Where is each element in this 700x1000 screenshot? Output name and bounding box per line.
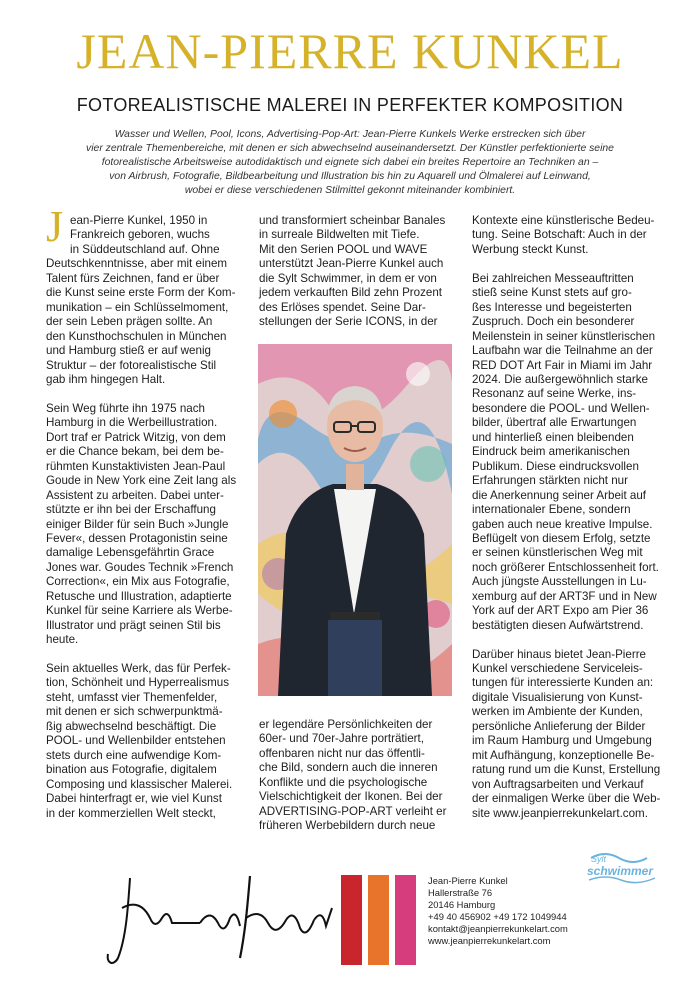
- badge-main-text: schwimmer: [587, 864, 654, 878]
- text-line: Kunkel für seine Karriere als Werbe-: [46, 604, 233, 618]
- text-line: ean-Pierre Kunkel, 1950 in: [70, 214, 208, 227]
- text-line: tung. Seine Botschaft: Auch in der: [472, 228, 647, 242]
- text-line: Werbung steckt Kunst.: [472, 242, 589, 256]
- text-line: Laufbahn war die Teilnahme an der: [472, 344, 653, 358]
- text-line: ADVERTISING-POP-ART verleiht er: [259, 804, 447, 818]
- text-line: rühmten Kunstaktivisten Jean-Paul: [46, 459, 226, 473]
- text-line: Sein Weg führte ihn 1975 nach: [46, 401, 205, 415]
- text-line: Konflikte und die psychologische: [259, 775, 428, 789]
- text-line: RED DOT Art Fair in Miami im Jahr: [472, 358, 653, 372]
- text-line: einiger Bilder für sein Buch »Jungle: [46, 517, 229, 531]
- text-line: die Kunst seine erste Form der Kom-: [46, 286, 236, 300]
- text-line: 2024. Die außergewöhnlich starke: [472, 372, 648, 386]
- paragraph-break: [472, 257, 672, 271]
- text-line: Auch jüngste Ausstellungen in Lu-: [472, 575, 647, 589]
- text-line: werken im Ambiente der Kunden,: [472, 705, 643, 719]
- text-line: site www.jeanpierrekunkelart.com.: [472, 806, 648, 820]
- signature: [100, 868, 340, 968]
- text-line: den Kunsthochschulen in München: [46, 329, 227, 343]
- article-column-3: [472, 214, 672, 821]
- article-column-2-top: [259, 214, 454, 330]
- text-line: Eindruck beim amerikanischen: [472, 445, 630, 459]
- intro-line: Wasser und Wellen, Pool, Icons, Advertising-Pop-Art: Jean-Pierre Kunkels Werke erstrecken sich über: [114, 129, 586, 140]
- page-title: JEAN-PIERRE KUNKEL: [76, 23, 624, 79]
- text-line: Retusche und Illustration, adaptierte: [46, 589, 232, 603]
- text-line: munikation – ein Schlüsselmoment,: [46, 300, 229, 314]
- paragraph-break: [46, 648, 236, 662]
- text-line: er legendäre Persönlichkeiten der: [259, 718, 433, 731]
- text-line: damalige Lebensgefährtin Grace: [46, 546, 215, 560]
- text-line: 60er- und 70er-Jahre porträtiert,: [259, 732, 424, 746]
- text-line: noch größerer Entschlossenheit fort.: [472, 560, 659, 574]
- text-line: stets durch eine aufwendige Kom-: [46, 748, 222, 762]
- page-subtitle: FOTOREALISTISCHE MALEREI IN PERFEKTER KOMPOSITION: [76, 95, 624, 115]
- text-line: ratung rund um die Kunst, Erstellung: [472, 763, 661, 777]
- text-line: Dort traf er Patrick Witzig, von dem: [46, 430, 226, 444]
- intro-paragraph: [60, 128, 640, 198]
- text-line: des Erlöses spendet. Seine Dar-: [259, 300, 426, 314]
- sylt-schwimmer-logo: [585, 848, 665, 884]
- text-line: der sein Leben prägen sollte. An: [46, 315, 213, 329]
- color-block-pink: [395, 875, 416, 965]
- text-line: Beflügelt von diesem Erfolg, setzte: [472, 531, 651, 545]
- text-line: der einmaligen Werke über die Web-: [472, 792, 661, 806]
- text-line: Struktur – der fotorealistische Stil: [46, 358, 217, 372]
- text-line: die Sylt Schwimmer, in dem er von: [259, 271, 437, 285]
- text-line: und transformiert scheinbar Banales: [259, 214, 446, 227]
- text-line: bestätigten diesen Aufwärtstrend.: [472, 618, 644, 632]
- color-block-orange: [368, 875, 389, 965]
- text-line: Fever«, dessen Protagonistin seine: [46, 531, 228, 545]
- text-line: die Anerkennung seiner Arbeit auf: [472, 488, 647, 502]
- paragraph-break: [472, 633, 672, 647]
- text-line: Erfahrungen stärkten nicht nur: [472, 474, 628, 488]
- text-line: in der kommerziellen Welt steckt,: [46, 806, 216, 820]
- text-line: in surreale Bildwelten mit Tiefe.: [259, 228, 420, 242]
- text-line: ßig abwechselnd beschäftigt. Die: [46, 719, 217, 733]
- text-line: mit denen er sich schwerpunktmä-: [46, 705, 223, 719]
- article-column-1: [46, 214, 236, 821]
- text-line: persönliche Anlieferung der Bilder: [472, 719, 646, 733]
- intro-line: vier zentrale Themenbereiche, mit denen er sich abwechselnd auseinandersetzt. Der Künstler perfektionierte seine: [86, 143, 614, 154]
- intro-line: wobei er diese verschiedenen Stilmittel gekonnt miteinander kombiniert.: [184, 185, 516, 196]
- text-line: Vielschichtigkeit der Ikonen. Bei der: [259, 790, 443, 804]
- text-line: und Hamburg stieß er auf wenig: [46, 344, 211, 358]
- text-line: besondere die POOL- und Wellen-: [472, 401, 650, 415]
- text-line: Darüber hinaus bietet Jean-Pierre: [472, 647, 647, 661]
- text-line: bination aus Fotografie, digitalem: [46, 763, 217, 777]
- text-line: Zuspruch. Doch ein besonderer: [472, 315, 635, 329]
- text-line: POOL- und Wellenbilder entstehen: [46, 734, 226, 748]
- article-column-2-bottom: [259, 718, 454, 834]
- text-line: und hinterließ einen bleibenden: [472, 430, 634, 444]
- contact-street: Hallerstraße 76: [428, 887, 493, 899]
- drop-cap: J: [46, 202, 64, 251]
- text-line: Correction«, ein Mix aus Fotografie,: [46, 575, 230, 589]
- text-line: in Süddeutschland auf. Ohne: [70, 242, 220, 256]
- text-line: Kunkel verschiedene Serviceleis-: [472, 662, 643, 676]
- text-line: stieß seine Kunst stets auf gro-: [472, 286, 632, 300]
- text-line: mit Aufhängung, konzeptionelle Be-: [472, 748, 655, 762]
- text-line: Assistent zu arbeiten. Dabei unter-: [46, 488, 224, 502]
- text-line: er seinen künstlerischen Weg mit: [472, 546, 643, 560]
- text-line: digitale Visualisierung von Kunst-: [472, 690, 643, 704]
- badge-top-text: Sylt: [591, 854, 607, 864]
- text-line: stellungen der Serie ICONS, in der: [259, 315, 438, 329]
- text-line: Publikum. Diese eindrucksvollen: [472, 459, 639, 473]
- text-line: tion, Schönheit und Hyperrealismus: [46, 676, 230, 690]
- text-line: gab ihm hingegen Halt.: [46, 372, 166, 386]
- text-line: Jones war. Goudes Technik »French: [46, 560, 234, 574]
- contact-email: kontakt@jeanpierrekunkelart.com: [428, 923, 568, 935]
- text-line: Composing und klassischer Malerei.: [46, 777, 233, 791]
- text-line: Dabei hinterfragt er, wie viel Kunst: [46, 792, 222, 806]
- text-line: xemburg auf der ART3F und in New: [472, 589, 657, 603]
- text-line: Deutschkenntnisse, aber mit einem: [46, 257, 228, 271]
- contact-city: 20146 Hamburg: [428, 899, 496, 911]
- contact-block: [428, 875, 568, 948]
- text-line: Hamburg in die Werbeillustration.: [46, 416, 218, 430]
- text-line: offenbaren nicht nur das öffentli-: [259, 746, 425, 760]
- text-line: che Bild, sondern auch die inneren: [259, 761, 438, 775]
- text-line: von Auftragsarbeiten und Verkauf: [472, 777, 644, 791]
- text-line: Mit den Serien POOL und WAVE: [259, 242, 428, 256]
- text-line: Resonanz auf seine Werke, ins-: [472, 387, 637, 401]
- intro-line: von Airbrush, Fotografie, Bildbearbeitung und Illustration bis hin zu Aquarell und Ölmalerei auf Leinwand,: [109, 171, 591, 182]
- paragraph-break: [46, 387, 236, 401]
- text-line: internationaler Ebene, sondern: [472, 503, 631, 517]
- text-line: Sein aktuelles Werk, das für Perfek-: [46, 662, 231, 676]
- text-line: stützte er ihn bei der Erschaffung: [46, 503, 216, 517]
- text-line: Talent fürs Zeichnen, fand er über: [46, 271, 220, 285]
- artist-photo: [258, 344, 452, 696]
- text-line: im Raum Hamburg und Umgebung: [472, 734, 652, 748]
- text-line: Kontexte eine künstlerische Bedeu-: [472, 214, 655, 227]
- text-line: gaben auch neue kreative Impulse.: [472, 517, 653, 531]
- text-line: Frankreich geboren, wuchs: [70, 228, 210, 242]
- text-line: steht, umfasst vier Themenfelder,: [46, 690, 218, 704]
- text-line: früheren Werbebildern durch neue: [259, 819, 436, 833]
- contact-name: Jean-Pierre Kunkel: [428, 875, 508, 886]
- text-line: tungen für interessierte Kunden an:: [472, 676, 654, 690]
- text-line: Bei zahlreichen Messeauftritten: [472, 271, 634, 285]
- text-line: unterstützt Jean-Pierre Kunkel auch: [259, 257, 444, 271]
- contact-phone: +49 40 456902 +49 172 1049944: [428, 911, 567, 923]
- text-line: bilder, übertraf alle Erwartungen: [472, 416, 637, 430]
- intro-line: fotorealistische Arbeitsweise autodidaktisch und eignete sich dabei ein breites Repertoire an Techniken an –: [101, 157, 599, 168]
- text-line: York auf der ART Expo am Pier 36: [472, 604, 649, 618]
- contact-web: www.jeanpierrekunkelart.com: [428, 935, 551, 947]
- text-line: ßes Interesse und begeisterten: [472, 300, 632, 314]
- text-line: heute.: [46, 633, 79, 647]
- text-line: Meilenstein in seiner künstlerischen: [472, 329, 656, 343]
- color-block-red: [341, 875, 362, 965]
- text-line: er die Chance bekam, bei dem be-: [46, 445, 224, 459]
- text-line: Goude in New York eine Zeit lang als: [46, 474, 237, 488]
- text-line: Illustrator und prägt seinen Stil bis: [46, 618, 221, 632]
- text-line: jedem verkauften Bild zehn Prozent: [259, 286, 443, 300]
